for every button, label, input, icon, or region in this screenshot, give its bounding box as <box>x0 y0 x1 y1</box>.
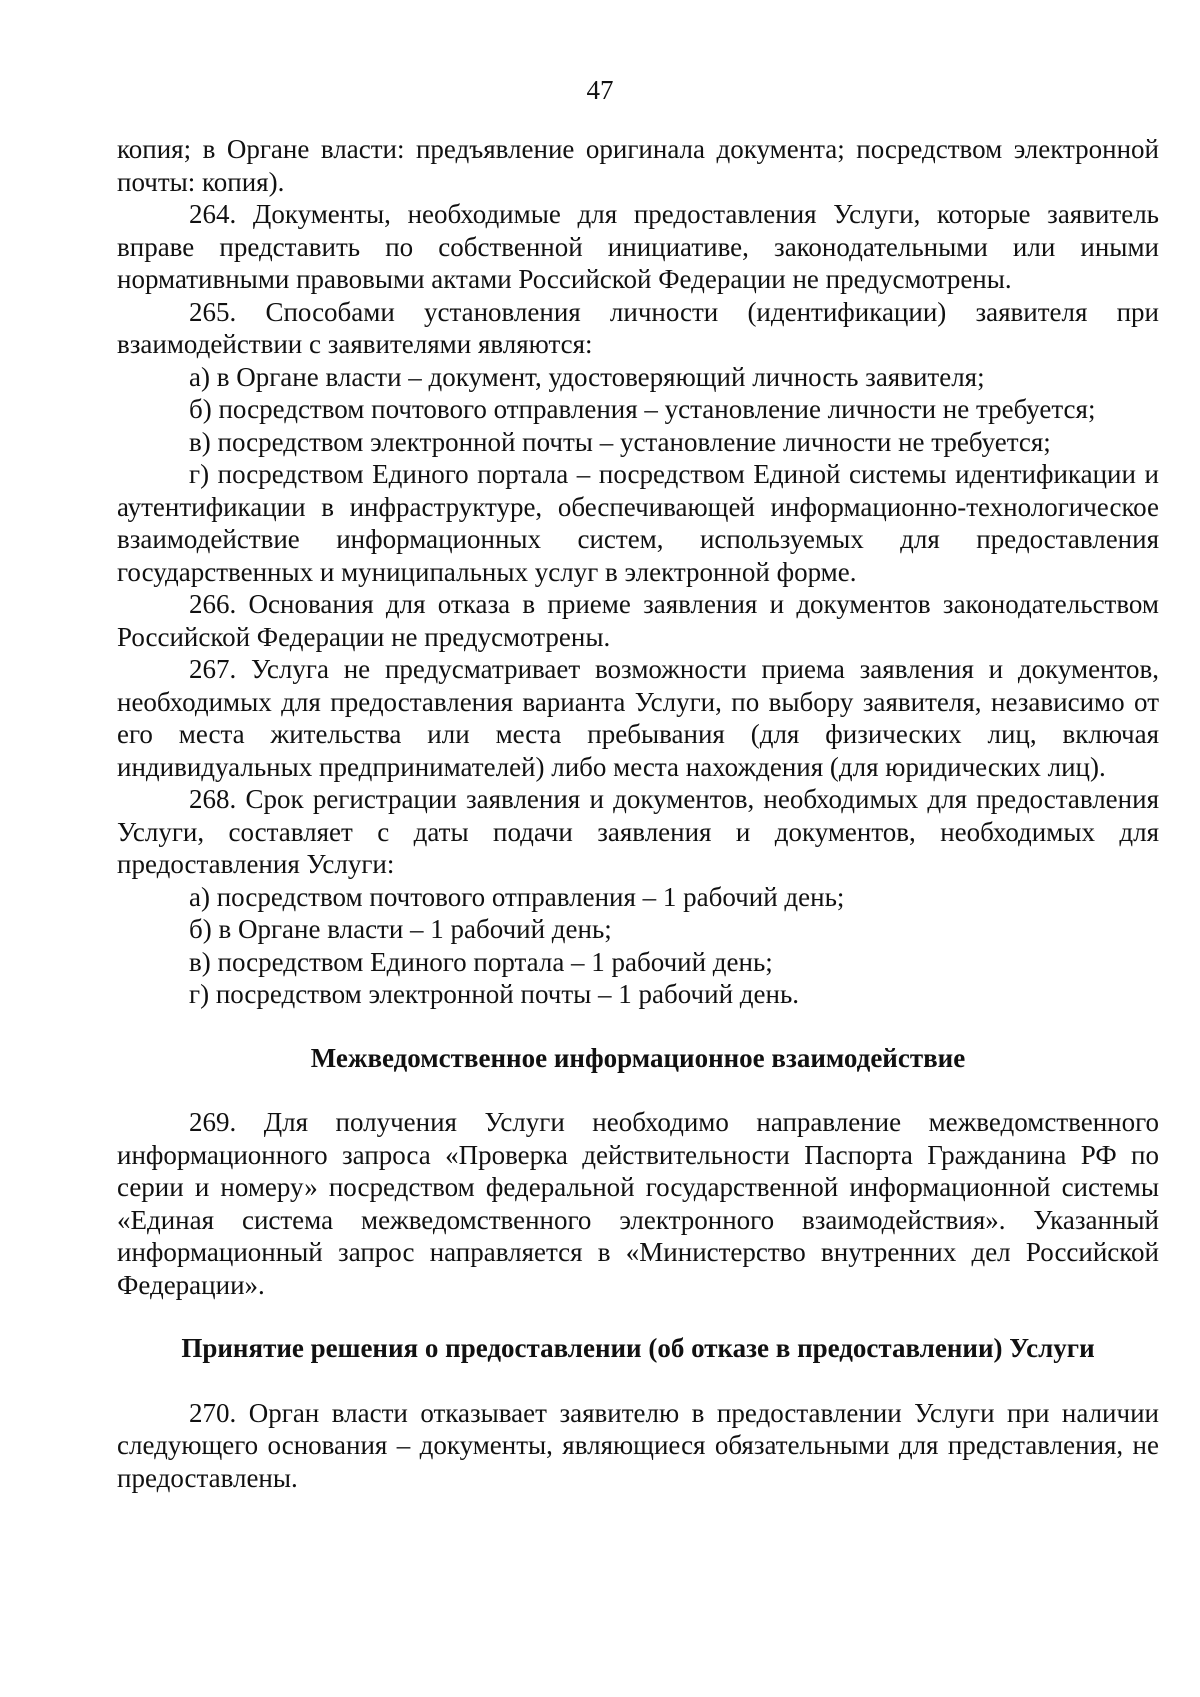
page-number: 47 <box>586 75 614 105</box>
paragraph-267: 267. Услуга не предусматривает возможности приема заявления и документов, необходимых для предоставления варианта Услуги, по выбору заявителя, независимо от его места жительства или места пребывания (для физических лиц, включая индивидуальных предпринимателей) либо места нахождения (для юридических лиц). <box>117 654 1159 782</box>
list-item-265-d: г) посредством Единого портала – посредством Единой системы идентификации и аутентификации в инфраструктуре, обеспечивающей информационно-технологическое взаимодействие информационных систем, используемых для предоставления государственных и муниципальных услуг в электронной форме. <box>117 459 1159 587</box>
list-item-265-b: б) посредством почтового отправления – установление личности не требуется; <box>189 394 1096 424</box>
list-item-265-c: в) посредством электронной почты – установление личности не требуется; <box>189 426 1051 457</box>
paragraph-270: 270. Орган власти отказывает заявителю в предоставлении Услуги при наличии следующего основания – документы, являющиеся обязательными для представления, не предоставлены. <box>117 1397 1159 1493</box>
list-item-265-a: а) в Органе власти – документ, удостоверяющий личность заявителя; <box>189 361 985 392</box>
paragraph-266: 266. Основания для отказа в приеме заявления и документов законодательством Российской Федерации не предусмотрены. <box>117 589 1159 652</box>
paragraph-269: 269. Для получения Услуги необходимо направление межведомственного информационного запроса «Проверка действительности Паспорта Гражданина РФ по серии и номеру» посредством федеральной государственной информационной системы «Единая система межведомственного электронного взаимодействия». Указанный информационный запрос направляется в «Министерство внутренних дел Российской Федерации». <box>117 1107 1159 1300</box>
list-item-268-c: в) посредством Единого портала – 1 рабочий день; <box>189 946 773 977</box>
paragraph-continuation: копия; в Органе власти: предъявление оригинала документа; посредством электронной почты: копия). <box>117 134 1159 197</box>
paragraph-268: 268. Срок регистрации заявления и документов, необходимых для предоставления Услуги, составляет с даты подачи заявления и документов, необходимых для предоставления Услуги: <box>117 784 1159 879</box>
document-body <box>117 133 1159 1494</box>
section-heading-decision: Принятие решения о предоставлении (об отказе в предоставлении) Услуги <box>181 1333 1095 1363</box>
paragraph-265: 265. Способами установления личности (идентификации) заявителя при взаимодействии с заявителями являются: <box>117 296 1159 359</box>
paragraph-264: 264. Документы, необходимые для предоставления Услуги, которые заявитель вправе представить по собственной инициативе, законодательными или иными нормативными правовыми актами Российской Федерации не предусмотрены. <box>117 199 1159 294</box>
list-item-268-d: г) посредством электронной почты – 1 рабочий день. <box>189 979 800 1009</box>
list-item-268-b: б) в Органе власти – 1 рабочий день; <box>189 914 612 944</box>
section-heading-interagency: Межведомственное информационное взаимодействие <box>310 1042 966 1073</box>
list-item-268-a: а) посредством почтового отправления – 1 рабочий день; <box>189 881 845 912</box>
